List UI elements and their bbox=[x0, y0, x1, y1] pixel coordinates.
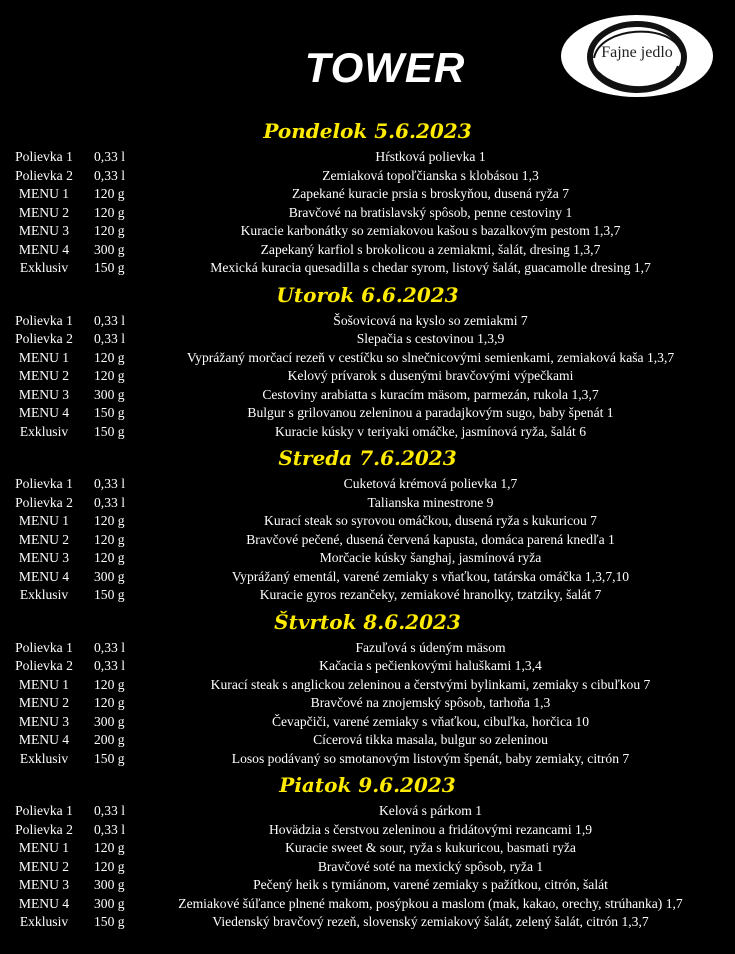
item-dish: Zemiakové šúľance plnené makom, posýpkou a maslom (mak, kakao, orechy, strúhanka) 1,7 bbox=[178, 895, 683, 911]
menu-row bbox=[0, 386, 735, 405]
item-label: MENU 4 bbox=[18, 241, 70, 257]
item-size: 300 g bbox=[94, 895, 125, 911]
item-size: 300 g bbox=[94, 568, 125, 584]
item-label: MENU 4 bbox=[18, 732, 70, 747]
item-label: Polievka 2 bbox=[15, 331, 73, 346]
item-size: 0,33 l bbox=[94, 331, 125, 346]
item-size: 120 g bbox=[94, 840, 125, 855]
item-size: 120 g bbox=[94, 676, 125, 692]
item-size: 0,33 l bbox=[94, 658, 125, 673]
item-dish: Losos podávaný so smotanovým listovým špenát, baby zemiaky, citrón 7 bbox=[231, 750, 630, 766]
item-dish: Morčacie kúsky šanghaj, jasmínová ryža bbox=[319, 550, 542, 565]
item-label: MENU 2 bbox=[18, 531, 70, 547]
item-dish: Kuracie gyros rezančeky, zemiakové hranolky, tzatziky, šalát 7 bbox=[259, 587, 602, 602]
item-dish: Bravčové na bratislavský spôsob, penne cestoviny 1 bbox=[288, 204, 573, 220]
restaurant-logo bbox=[560, 14, 714, 98]
item-label: MENU 2 bbox=[18, 695, 70, 710]
item-dish: Mexická kuracia quesadilla s chedar syrom, listový šalát, guacamolle dresing 1,7 bbox=[210, 260, 651, 275]
day-heading: Utorok 6.6.2023 bbox=[276, 282, 459, 307]
item-dish: Cícerová tikka masala, bulgur so zeleninou bbox=[313, 732, 548, 747]
item-label: Polievka 1 bbox=[15, 476, 73, 491]
menu-row bbox=[0, 367, 735, 386]
item-size: 0,33 l bbox=[94, 312, 125, 328]
item-size: 120 g bbox=[94, 204, 125, 220]
item-dish: Hŕstková polievka 1 bbox=[375, 149, 486, 164]
menu-row bbox=[0, 330, 735, 349]
menu-row bbox=[0, 404, 735, 423]
item-size: 120 g bbox=[94, 858, 125, 874]
item-size: 0,33 l bbox=[94, 167, 125, 183]
item-dish: Kurací steak so syrovou omáčkou, dusená ryža s kukuricou 7 bbox=[264, 513, 597, 528]
logo-text: Fajne jedlo bbox=[601, 44, 673, 61]
item-label: Polievka 1 bbox=[15, 803, 73, 818]
item-label: Polievka 2 bbox=[15, 494, 73, 510]
item-dish: Cestoviny arabiatta s kuracím mäsom, parmezán, rukola 1,3,7 bbox=[262, 386, 599, 402]
item-dish: Kačacia s pečienkovými haluškami 1,3,4 bbox=[319, 658, 542, 673]
item-dish: Bravčové soté na mexický spôsob, ryža 1 bbox=[317, 858, 544, 874]
item-dish: Cuketová krémová polievka 1,7 bbox=[343, 476, 518, 491]
item-dish: Kuracie karbonátky so zemiakovou kašou s bazalkovým pestom 1,3,7 bbox=[240, 223, 621, 238]
item-dish: Fazuľová s údeným mäsom bbox=[355, 639, 506, 655]
item-size: 120 g bbox=[94, 550, 125, 565]
item-size: 0,33 l bbox=[94, 821, 125, 837]
item-size: 150 g bbox=[94, 423, 125, 439]
item-dish: Kelová s párkom 1 bbox=[378, 803, 483, 818]
item-dish: Zemiaková topoľčianska s klobásou 1,3 bbox=[322, 167, 539, 183]
menu-row bbox=[0, 494, 735, 513]
item-size: 150 g bbox=[94, 260, 125, 275]
menu-row bbox=[0, 913, 735, 932]
menu-row bbox=[0, 259, 735, 278]
item-size: 300 g bbox=[94, 877, 125, 892]
menu-row bbox=[0, 586, 735, 605]
menu-row bbox=[0, 821, 735, 840]
menu-row bbox=[0, 657, 735, 676]
day-heading: Štvrtok 8.6.2023 bbox=[274, 609, 461, 634]
item-size: 300 g bbox=[94, 386, 125, 402]
item-label: MENU 4 bbox=[18, 568, 70, 584]
menu-row bbox=[0, 895, 735, 914]
item-size: 300 g bbox=[94, 713, 125, 729]
menu-row bbox=[0, 167, 735, 186]
item-dish: Vyprážaný ementál, varené zemiaky s vňaťkou, tatárska omáčka 1,3,7,10 bbox=[231, 568, 630, 584]
item-dish: Pečený heik s tymiánom, varené zemiaky s pažítkou, citrón, šalát bbox=[253, 877, 608, 892]
menu-row bbox=[0, 475, 735, 494]
menu-row bbox=[0, 423, 735, 442]
item-size: 120 g bbox=[94, 531, 125, 547]
item-label: MENU 3 bbox=[18, 386, 70, 402]
item-size: 0,33 l bbox=[94, 494, 125, 510]
menu-row bbox=[0, 549, 735, 568]
item-label: Exklusiv bbox=[19, 750, 69, 766]
menu-row bbox=[0, 568, 735, 587]
item-size: 150 g bbox=[94, 750, 125, 766]
item-label: MENU 4 bbox=[18, 895, 70, 911]
menu-row bbox=[0, 148, 735, 167]
item-label: Exklusiv bbox=[19, 260, 69, 275]
item-label: MENU 2 bbox=[18, 204, 70, 220]
menu-row bbox=[0, 750, 735, 769]
item-size: 150 g bbox=[94, 587, 125, 602]
item-dish: Slepačia s cestovinou 1,3,9 bbox=[356, 331, 505, 346]
item-label: MENU 3 bbox=[18, 550, 70, 565]
menu-row bbox=[0, 531, 735, 550]
item-label: MENU 1 bbox=[18, 840, 70, 855]
item-size: 120 g bbox=[94, 695, 125, 710]
item-size: 0,33 l bbox=[94, 639, 125, 655]
item-size: 120 g bbox=[94, 513, 125, 528]
menu-row bbox=[0, 839, 735, 858]
menu-row bbox=[0, 512, 735, 531]
item-size: 300 g bbox=[94, 241, 125, 257]
item-size: 0,33 l bbox=[94, 149, 125, 164]
item-size: 120 g bbox=[94, 186, 125, 201]
item-dish: Bravčové na znojemský spôsob, tarhoňa 1,3 bbox=[310, 695, 551, 710]
menu-row bbox=[0, 222, 735, 241]
item-dish: Viedenský bravčový rezeň, slovenský zemiakový šalát, zelený šalát, citrón 1,3,7 bbox=[212, 914, 649, 929]
weekly-menu bbox=[0, 114, 735, 932]
item-label: Polievka 1 bbox=[15, 149, 73, 164]
menu-row bbox=[0, 876, 735, 895]
item-label: MENU 4 bbox=[18, 405, 70, 420]
item-dish: Kuracie kúsky v teriyaki omáčke, jasmínová ryža, šalát 6 bbox=[274, 423, 587, 439]
item-dish: Zapekané kuracie prsia s broskyňou, dusená ryža 7 bbox=[291, 186, 570, 201]
menu-row bbox=[0, 349, 735, 368]
item-dish: Bulgur s grilovanou zeleninou a paradajkovým sugo, baby špenát 1 bbox=[247, 405, 614, 420]
menu-row bbox=[0, 676, 735, 695]
item-size: 120 g bbox=[94, 349, 125, 365]
item-dish: Zapekaný karfiol s brokolicou a zemiakmi, šalát, dresing 1,3,7 bbox=[260, 241, 601, 257]
menu-row bbox=[0, 204, 735, 223]
item-dish: Hovädzia s čerstvou zeleninou a fridátovými rezancami 1,9 bbox=[268, 821, 593, 837]
item-label: Exklusiv bbox=[19, 423, 69, 439]
item-label: MENU 1 bbox=[18, 513, 70, 528]
menu-row bbox=[0, 858, 735, 877]
item-label: Exklusiv bbox=[19, 914, 69, 929]
item-label: MENU 3 bbox=[18, 223, 70, 238]
item-label: MENU 2 bbox=[18, 368, 70, 383]
item-size: 150 g bbox=[94, 914, 125, 929]
item-label: Exklusiv bbox=[19, 587, 69, 602]
item-dish: Čevapčiči, varené zemiaky s vňaťkou, cibuľka, horčica 10 bbox=[271, 713, 590, 729]
page-title: TOWER bbox=[304, 44, 466, 91]
item-label: MENU 1 bbox=[18, 186, 70, 201]
menu-row bbox=[0, 312, 735, 331]
menu-row bbox=[0, 639, 735, 658]
item-dish: Vyprážaný morčací rezeň v cestíčku so slnečnicovými semienkami, zemiaková kaša 1,3,7 bbox=[186, 349, 675, 365]
item-label: MENU 1 bbox=[18, 349, 70, 365]
item-label: Polievka 2 bbox=[15, 658, 73, 673]
item-size: 0,33 l bbox=[94, 476, 125, 491]
item-dish: Kelový prívarok s dusenými bravčovými výpečkami bbox=[287, 368, 574, 383]
item-size: 200 g bbox=[94, 732, 125, 747]
item-label: Polievka 2 bbox=[15, 167, 73, 183]
day-heading: Piatok 9.6.2023 bbox=[279, 773, 456, 797]
item-dish: Kuracie sweet & sour, ryža s kukuricou, basmati ryža bbox=[285, 840, 576, 855]
menu-row bbox=[0, 694, 735, 713]
menu-row bbox=[0, 731, 735, 750]
day-heading: Streda 7.6.2023 bbox=[278, 446, 457, 470]
menu-row bbox=[0, 713, 735, 732]
item-label: Polievka 1 bbox=[15, 639, 73, 655]
item-label: MENU 2 bbox=[18, 858, 70, 874]
item-dish: Kurací steak s anglickou zeleninou a čerstvými bylinkami, zemiaky s cibuľkou 7 bbox=[210, 676, 651, 692]
item-label: MENU 1 bbox=[18, 676, 70, 692]
day-heading: Pondelok 5.6.2023 bbox=[263, 119, 472, 143]
item-size: 0,33 l bbox=[94, 803, 125, 818]
item-label: MENU 3 bbox=[18, 713, 70, 729]
item-label: Polievka 1 bbox=[15, 312, 73, 328]
menu-row bbox=[0, 185, 735, 204]
item-dish: Talianska minestrone 9 bbox=[367, 494, 494, 510]
item-label: Polievka 2 bbox=[15, 821, 73, 837]
menu-row bbox=[0, 241, 735, 260]
menu-row bbox=[0, 802, 735, 821]
item-size: 120 g bbox=[94, 368, 125, 383]
item-size: 120 g bbox=[94, 223, 125, 238]
item-label: MENU 3 bbox=[18, 877, 70, 892]
item-size: 150 g bbox=[94, 405, 125, 420]
item-dish: Šošovicová na kyslo so zemiakmi 7 bbox=[333, 312, 528, 328]
item-dish: Bravčové pečené, dusená červená kapusta, domáca parená knedľa 1 bbox=[246, 531, 615, 547]
